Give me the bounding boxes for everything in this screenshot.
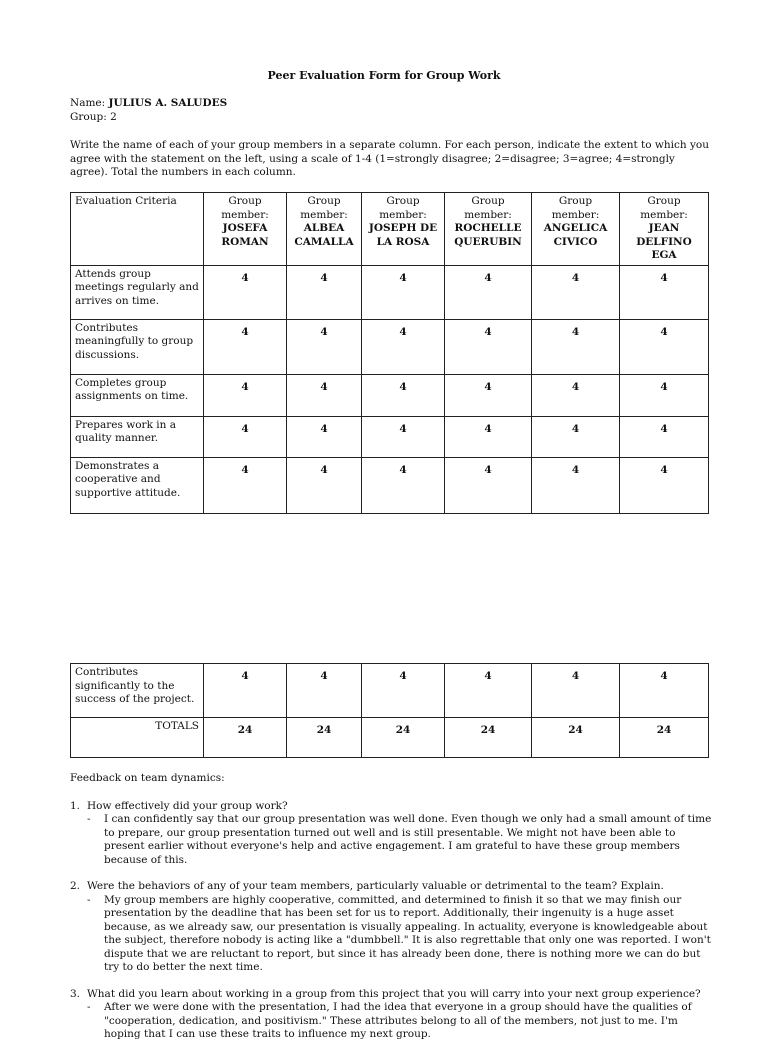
answer-text: After we were done with the presentation, I had the idea that everyone in a group should have the qualities of "cooperation, dedication, and positivism." These attributes belong to all of the members, not just to me. I'm hoping that I can use these traits to influence my next group. — [104, 1001, 692, 1040]
member-prefix: Group member: — [551, 195, 600, 221]
student-info — [70, 97, 227, 125]
criterion-cell: Attends group meetings regularly and arrives on time. — [71, 265, 204, 319]
table-header-row — [71, 193, 709, 266]
question-text: What did you learn about working in a group from this project that you will carry into your next group experience? — [87, 987, 701, 1000]
form-title: Peer Evaluation Form for Group Work — [267, 69, 501, 82]
score-cell: 4 — [445, 664, 532, 718]
score-cell: 4 — [362, 416, 445, 457]
table-row — [71, 457, 709, 513]
group-label: Group: — [70, 111, 107, 123]
score-cell: 4 — [287, 457, 362, 513]
table-row — [71, 664, 709, 718]
totals-label: TOTALS — [71, 718, 204, 758]
question-text: How effectively did your group work? — [87, 799, 288, 812]
score-cell: 4 — [620, 664, 709, 718]
total-cell: 24 — [532, 718, 620, 758]
score-cell: 4 — [532, 319, 620, 374]
score-cell: 4 — [362, 664, 445, 718]
totals-row — [71, 718, 709, 758]
member-name: JOSEFA ROMAN — [221, 222, 269, 248]
score-cell: 4 — [204, 664, 287, 718]
score-cell: 4 — [445, 319, 532, 374]
score-cell: 4 — [204, 319, 287, 374]
name-line — [70, 97, 227, 111]
score-cell: 4 — [445, 457, 532, 513]
member-name: ANGELICA CIVICO — [543, 222, 608, 248]
bullet-dash: - — [87, 893, 91, 906]
score-cell: 4 — [445, 416, 532, 457]
member-prefix: Group member: — [464, 195, 512, 221]
bullet-dash: - — [87, 813, 91, 825]
score-cell: 4 — [445, 265, 532, 319]
score-cell: 4 — [362, 265, 445, 319]
question-line — [70, 988, 720, 1002]
answer-line — [87, 813, 720, 867]
question-line — [70, 800, 720, 814]
score-cell: 4 — [287, 416, 362, 457]
member-prefix: Group member: — [300, 195, 348, 221]
group-value: 2 — [110, 111, 117, 123]
question-line — [70, 880, 720, 894]
member-header — [620, 193, 709, 266]
table-row — [71, 319, 709, 374]
answer-text: I can confidently say that our group presentation was well done. Even though we only had a small amount of time to prepare, our group presentation turned out well and is still presentable. We might not have been able to present earlier without everyone's help and active engagement. I am grateful to have these group members because of this. — [104, 813, 712, 866]
total-cell: 24 — [287, 718, 362, 758]
feedback-section — [70, 772, 720, 1055]
group-line — [70, 111, 227, 125]
score-cell: 4 — [532, 265, 620, 319]
table-row — [71, 265, 709, 319]
feedback-question — [70, 988, 720, 1042]
feedback-title: Feedback on team dynamics: — [70, 772, 225, 784]
total-cell: 24 — [620, 718, 709, 758]
score-cell: 4 — [362, 374, 445, 416]
score-cell: 4 — [620, 457, 709, 513]
question-number: 2. — [70, 880, 81, 892]
criterion-cell: Prepares work in a quality manner. — [71, 416, 204, 457]
member-prefix: Group member: — [379, 195, 427, 221]
member-name: JEAN DELFINO EGA — [636, 222, 692, 261]
score-cell: 4 — [362, 319, 445, 374]
member-prefix: Group member: — [221, 195, 269, 221]
evaluation-table-continued — [70, 663, 709, 758]
score-cell: 4 — [287, 319, 362, 374]
score-cell: 4 — [287, 265, 362, 319]
member-header — [362, 193, 445, 266]
instructions: Write the name of each of your group members in a separate column. For each person, indicate the extent to which you agree with the statement on the left, using a scale of 1-4 (1=strongly disagree; 2=disagree; 3=agree; 4=strongly agree). Total the numbers in each column. — [70, 139, 710, 178]
score-cell: 4 — [532, 664, 620, 718]
criterion-cell: Contributes meaningfully to group discussions. — [71, 319, 204, 374]
score-cell: 4 — [532, 374, 620, 416]
score-cell: 4 — [620, 374, 709, 416]
total-cell: 24 — [362, 718, 445, 758]
bullet-dash: - — [87, 1001, 91, 1013]
score-cell: 4 — [445, 374, 532, 416]
answer-text: My group members are highly cooperative, committed, and determined to finish it so that we may finish our presentation by the deadline that has been set for us to report. Additionally, their ingenuity is a huge asset because, as we already saw, our presentation is visually appealing. In actuality, everyone is knowledgeable about the subject, therefore nobody is acting like a "dumbbell." It is also regrettable that only one was reported. I won't dispute that we are reluctant to report, but since it has already been done, there is nothing more we can do but try to do better the next time. — [104, 893, 711, 973]
score-cell: 4 — [204, 457, 287, 513]
score-cell: 4 — [532, 416, 620, 457]
score-cell: 4 — [532, 457, 620, 513]
member-header — [287, 193, 362, 266]
question-number: 1. — [70, 799, 81, 812]
member-header — [532, 193, 620, 266]
feedback-question — [70, 800, 720, 868]
member-name: ALBEA CAMALLA — [294, 222, 354, 248]
member-header — [204, 193, 287, 266]
score-cell: 4 — [620, 265, 709, 319]
answer-line — [87, 1001, 720, 1042]
score-cell: 4 — [362, 457, 445, 513]
table-row — [71, 374, 709, 416]
name-label: Name: — [70, 97, 106, 109]
evaluation-table — [70, 192, 709, 514]
member-header — [445, 193, 532, 266]
criterion-cell: Demonstrates a cooperative and supportive attitude. — [71, 457, 204, 513]
name-value: JULIUS A. SALUDES — [108, 97, 228, 109]
feedback-question — [70, 880, 720, 975]
criterion-cell: Completes group assignments on time. — [71, 374, 204, 416]
score-cell: 4 — [287, 664, 362, 718]
answer-line — [87, 894, 720, 975]
question-number: 3. — [70, 987, 81, 1000]
score-cell: 4 — [620, 319, 709, 374]
total-cell: 24 — [445, 718, 532, 758]
question-text: Were the behaviors of any of your team members, particularly valuable or detrimental to the team? Explain. — [87, 880, 664, 892]
member-name: JOSEPH DE LA ROSA — [368, 222, 438, 248]
score-cell: 4 — [287, 374, 362, 416]
table-row — [71, 416, 709, 457]
criteria-header: Evaluation Criteria — [71, 193, 204, 266]
score-cell: 4 — [620, 416, 709, 457]
score-cell: 4 — [204, 265, 287, 319]
score-cell: 4 — [204, 416, 287, 457]
total-cell: 24 — [204, 718, 287, 758]
member-name: ROCHELLE QUERUBIN — [454, 222, 522, 248]
member-prefix: Group member: — [640, 195, 688, 221]
score-cell: 4 — [204, 374, 287, 416]
criterion-cell: Contributes significantly to the success of the project. — [71, 664, 204, 718]
